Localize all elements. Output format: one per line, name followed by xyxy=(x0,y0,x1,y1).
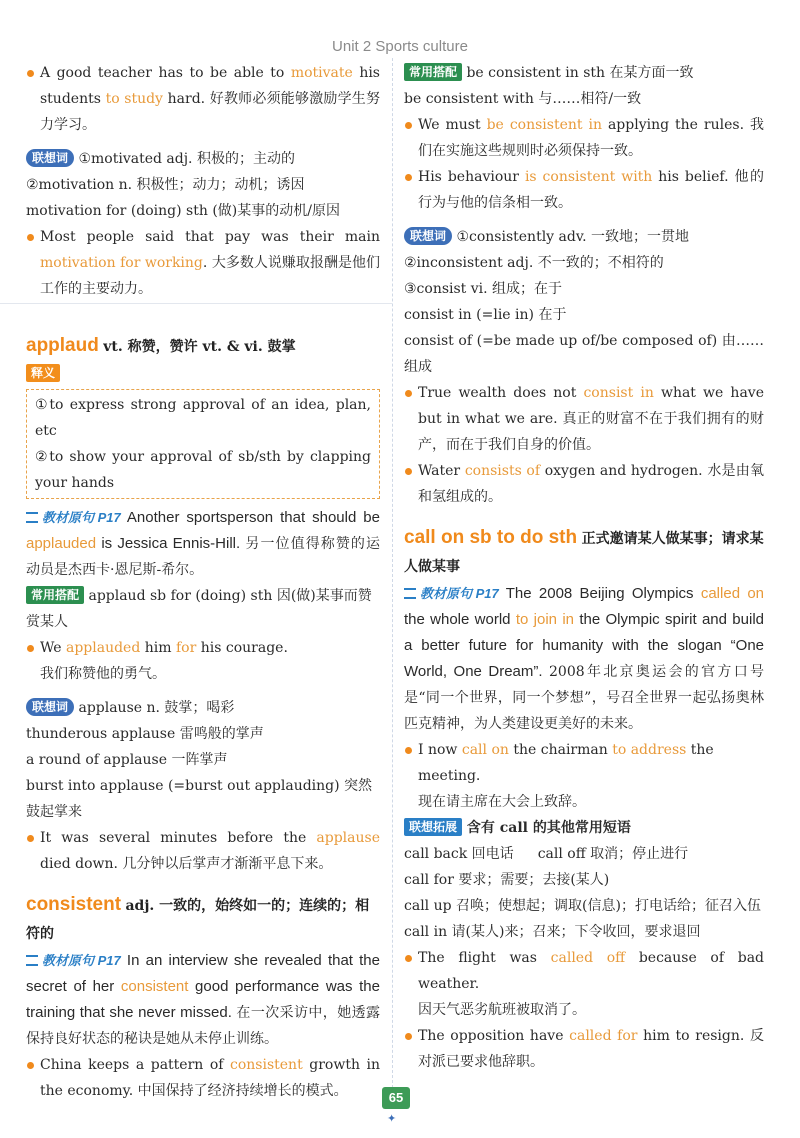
related-word: burst into applause (=burst out applauding) 突然鼓起掌来 xyxy=(26,778,373,820)
example-sentence: I now call on the chairman to address the meeting. xyxy=(404,737,764,789)
related-word: thunderous applause 雷鸣般的掌声 xyxy=(26,726,264,742)
column-divider xyxy=(392,58,393,1088)
extension-tag: 联想拓展 xyxy=(404,818,462,836)
right-column xyxy=(404,60,764,1075)
extension-heading: 联想拓展 含有 call 的其他常用短语 xyxy=(404,815,764,841)
page-number: 65 xyxy=(382,1087,410,1109)
collocation: 常用搭配 be consistent in sth 在某方面一致 xyxy=(404,60,764,86)
collocation-tag: 常用搭配 xyxy=(26,586,84,604)
definition-box xyxy=(26,389,380,499)
textbook-sentence: 教材原句 P17 The 2008 Beijing Olympics called on the whole world to join in the Olympic spirit and build a better future for humanity with the slogan “One World, One Dream”. 2008年北京奥运会的官方口号是“同一个世界，同一个梦想”，号召全世界一起弘扬奥林匹克精神，为人类建设更美好的未来。 xyxy=(404,581,764,737)
headword-applaud: applaud vt. 称赞，赞许 vt. & vi. 鼓掌 xyxy=(26,335,296,356)
textbook-icon xyxy=(26,955,38,966)
source-tag: 教材原句 P17 xyxy=(404,581,499,607)
phrase-row: call back 回电话 call off 取消；停止进行 xyxy=(404,846,689,862)
lianxiang-tag: 联想词 xyxy=(26,698,74,716)
lianxiang-tag: 联想词 xyxy=(26,149,74,167)
example-translation: 现在请主席在大会上致辞。 xyxy=(418,794,586,810)
example-translation: 因天气恶劣航班被取消了。 xyxy=(418,1002,586,1018)
example-sentence: It was several minutes before the applause died down. 几分钟以后掌声才渐渐平息下来。 xyxy=(26,825,380,877)
example-sentence: A good teacher has to be able to motivate his students to study hard. 好教师必须能够激励学生努力学习。 xyxy=(26,60,380,138)
textbook-icon xyxy=(26,512,38,523)
related-word: ②inconsistent adj. 不一致的；不相符的 xyxy=(404,255,664,271)
related-word: ②motivation n. 积极性；动力；动机；诱因 xyxy=(26,177,305,193)
running-header: Unit 2 Sports culture xyxy=(332,38,468,55)
phrase-row: call for 要求；需要；去接(某人) xyxy=(404,872,610,888)
example-sentence: The opposition have called for him to resign. 反对派已要求他辞职。 xyxy=(404,1023,764,1075)
related-word: motivation for (doing) sth (做)某事的动机/原因 xyxy=(26,203,340,219)
related-words: 联想词 ①motivated adj. 积极的；主动的 xyxy=(26,146,380,172)
related-word: a round of applause 一阵掌声 xyxy=(26,752,228,768)
textbook-sentence: 教材原句 P17 Another sportsperson that should be applauded is Jessica Ennis-Hill. 另一位值得称赞的运动员是杰西卡·恩尼斯-希尔。 xyxy=(26,505,380,583)
definition: ②to show your approval of sb/sth by clapping your hands xyxy=(35,449,371,491)
definition-label xyxy=(26,361,380,387)
example-sentence: The flight was called off because of bad weather. xyxy=(404,945,764,997)
example-sentence: His behaviour is consistent with his belief. 他的行为与他的信条相一致。 xyxy=(404,164,764,216)
source-tag: 教材原句 P17 xyxy=(26,505,121,531)
definition: ①to express strong approval of an idea, plan, etc xyxy=(35,397,371,439)
phrase-row: call up 召唤；使想起；调取(信息)；打电话给；征召入伍 xyxy=(404,898,761,914)
collocation: be consistent with 与……相符/一致 xyxy=(404,91,642,107)
shiyi-tag: 释义 xyxy=(26,364,60,382)
collocation-tag: 常用搭配 xyxy=(404,63,462,81)
phrase-row: call in 请(某人)来；召来；下令收回，要求退回 xyxy=(404,924,701,940)
textbook-icon xyxy=(404,588,416,599)
source-tag: 教材原句 P17 xyxy=(26,948,121,974)
headword-call-on: call on sb to do sth 正式邀请某人做某事；请求某人做某事 xyxy=(404,527,764,575)
related-words: 联想词 ①consistently adv. 一致地；一贯地 xyxy=(404,224,764,250)
headword-consistent: consistent adj. 一致的，始终如一的；连续的；相符的 xyxy=(26,894,370,942)
related-word: ③consist vi. 组成；在于 xyxy=(404,281,563,297)
example-translation: 我们称赞他的勇气。 xyxy=(40,666,166,682)
collocation: 常用搭配 applaud sb for (doing) sth 因(做)某事而赞赏某人 xyxy=(26,588,372,630)
example-sentence: We applauded him for his courage. xyxy=(26,635,380,661)
example-sentence: We must be consistent in applying the rules. 我们在实施这些规则时必须保持一致。 xyxy=(404,112,764,164)
example-sentence: Water consists of oxygen and hydrogen. 水是由氧和氢组成的。 xyxy=(404,458,764,510)
example-sentence: True wealth does not consist in what we have but in what we are. 真正的财富不在于我们拥有的财产，而在于我们自身的价值。 xyxy=(404,380,764,458)
related-words: 联想词 applause n. 鼓掌；喝彩 xyxy=(26,695,380,721)
example-sentence: Most people said that pay was their main motivation for working. 大多数人说赚取报酬是他们工作的主要动力。 xyxy=(26,224,380,302)
lianxiang-tag: 联想词 xyxy=(404,227,452,245)
left-column xyxy=(26,60,380,1104)
example-sentence: China keeps a pattern of consistent growth in the economy. 中国保持了经济持续增长的模式。 xyxy=(26,1052,380,1104)
related-word: consist of (=be made up of/be composed of) 由……组成 xyxy=(404,333,764,375)
related-word: consist in (=lie in) 在于 xyxy=(404,307,567,323)
bird-icon: ✦ xyxy=(387,1112,397,1125)
textbook-sentence: 教材原句 P17 In an interview she revealed that the secret of her consistent good performance was the training that she never missed. 在一次采访中，她透露保持良好状态的秘诀是她从未停止训练。 xyxy=(26,948,380,1052)
